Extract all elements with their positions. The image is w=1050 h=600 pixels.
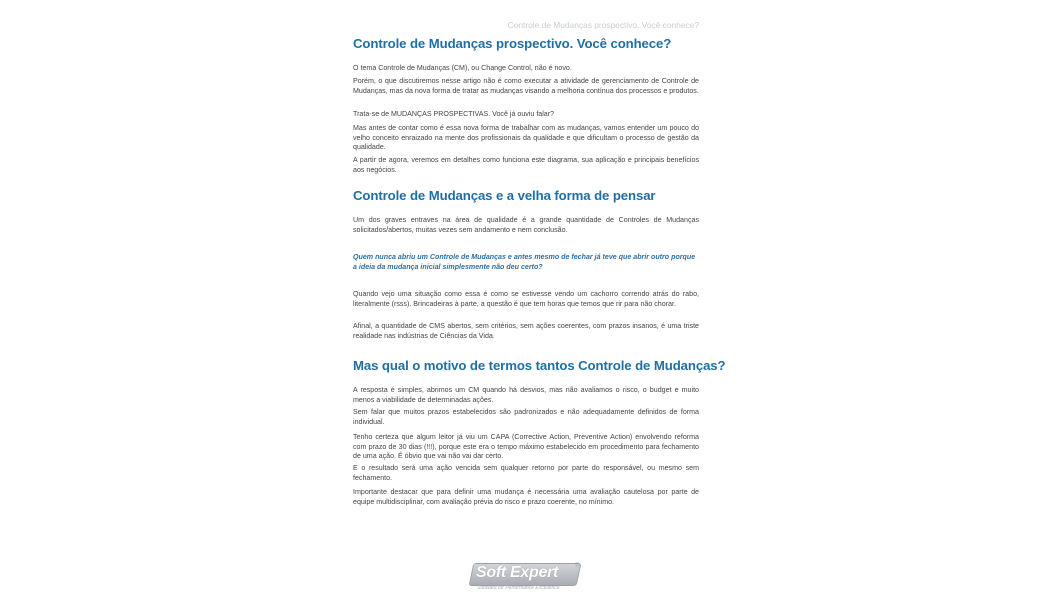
paragraph: O tema Controle de Mudanças (CM), ou Change Control, não é novo. <box>353 64 572 72</box>
paragraph: Sem falar que muitos prazos estabelecidos são padronizados e não adequadamente definidos de forma individual. <box>353 408 699 426</box>
pull-quote: Quem nunca abriu um Controle de Mudanças e antes mesmo de fechar já teve que abrir outro porque a ideia da mudança inicial simplesmente não deu certo? <box>353 253 696 271</box>
paragraph: Importante destacar que para definir uma mudança é necessária uma avaliação cautelosa por parte de equipe multidisciplinar, com avaliação prévia do risco e prazo coerente, no mínimo. <box>353 488 699 506</box>
paragraph: Tenho certeza que algum leitor já viu um CAPA (Corrective Action, Preventive Action) envolvendo reforma com prazo de 30 dias (!!!), porque este era o tempo máximo estabelecido em procedimento para fechamento de uma ação. É óbvio que vai não vai dar certo. <box>353 433 699 461</box>
paragraph: Quando vejo uma situação como essa é como se estivesse vendo um cachorro correndo atrás do rabo, literalmente (rsss). Brincadeiras à parte, a questão é que tem horas que temos que rir para não chorar. <box>353 290 699 308</box>
logo-tagline: Software for Performance Excellence <box>477 585 560 591</box>
paragraph: Afinal, a quantidade de CMS abertos, sem critérios, sem ações coerentes, com prazos insanos, é uma triste realidade nas indústrias de Ciências da Vida. <box>353 322 699 340</box>
paragraph: Um dos graves entraves na área de qualidade é a grande quantidade de Controles de Mudanças solicitados/abertos, muitas vezes sem andamento e nem conclusão. <box>353 216 699 234</box>
section-title-3: Mas qual o motivo de termos tantos Controle de Mudanças? <box>353 358 726 373</box>
document-page <box>353 0 726 600</box>
paragraph: Trata-se de MUDANÇAS PROSPECTIVAS. Você já ouviu falar? <box>353 110 555 118</box>
running-header: Controle de Mudanças prospectivo. Você conhece? <box>507 20 699 30</box>
registered-mark: ® <box>575 563 580 569</box>
section-title-1: Controle de Mudanças prospectivo. Você conhece? <box>353 36 672 51</box>
paragraph: A resposta é simples, abrimos um CM quando há desvios, mas não avaliamos o risco, o budget e muito menos a viabilidade de determinadas ações. <box>353 386 699 404</box>
paragraph: Porém, o que discutiremos nesse artigo não é como executar a atividade de gerenciamento de Controle de Mudanças, mas da nova forma de tratar as mudanças visando a melhoria contínua dos processos e produtos. <box>353 77 699 95</box>
paragraph: Mas antes de contar como é essa nova forma de trabalhar com as mudanças, vamos entender um pouco do velho conceito enraizado na mente dos profissionais da qualidade e que dificultam o processo de gestão da qualidade. <box>353 124 699 152</box>
paragraph: A partir de agora, veremos em detalhes como funciona este diagrama, sua aplicação e principais benefícios aos negócios. <box>353 156 699 174</box>
section-title-2: Controle de Mudanças e a velha forma de pensar <box>353 188 656 203</box>
paragraph: E o resultado será uma ação vencida sem qualquer retorno por parte do responsável, ou mesmo sem fechamento. <box>353 464 699 482</box>
logo-wordmark: Soft Expert <box>476 564 559 581</box>
softexpert-logo <box>471 563 581 593</box>
